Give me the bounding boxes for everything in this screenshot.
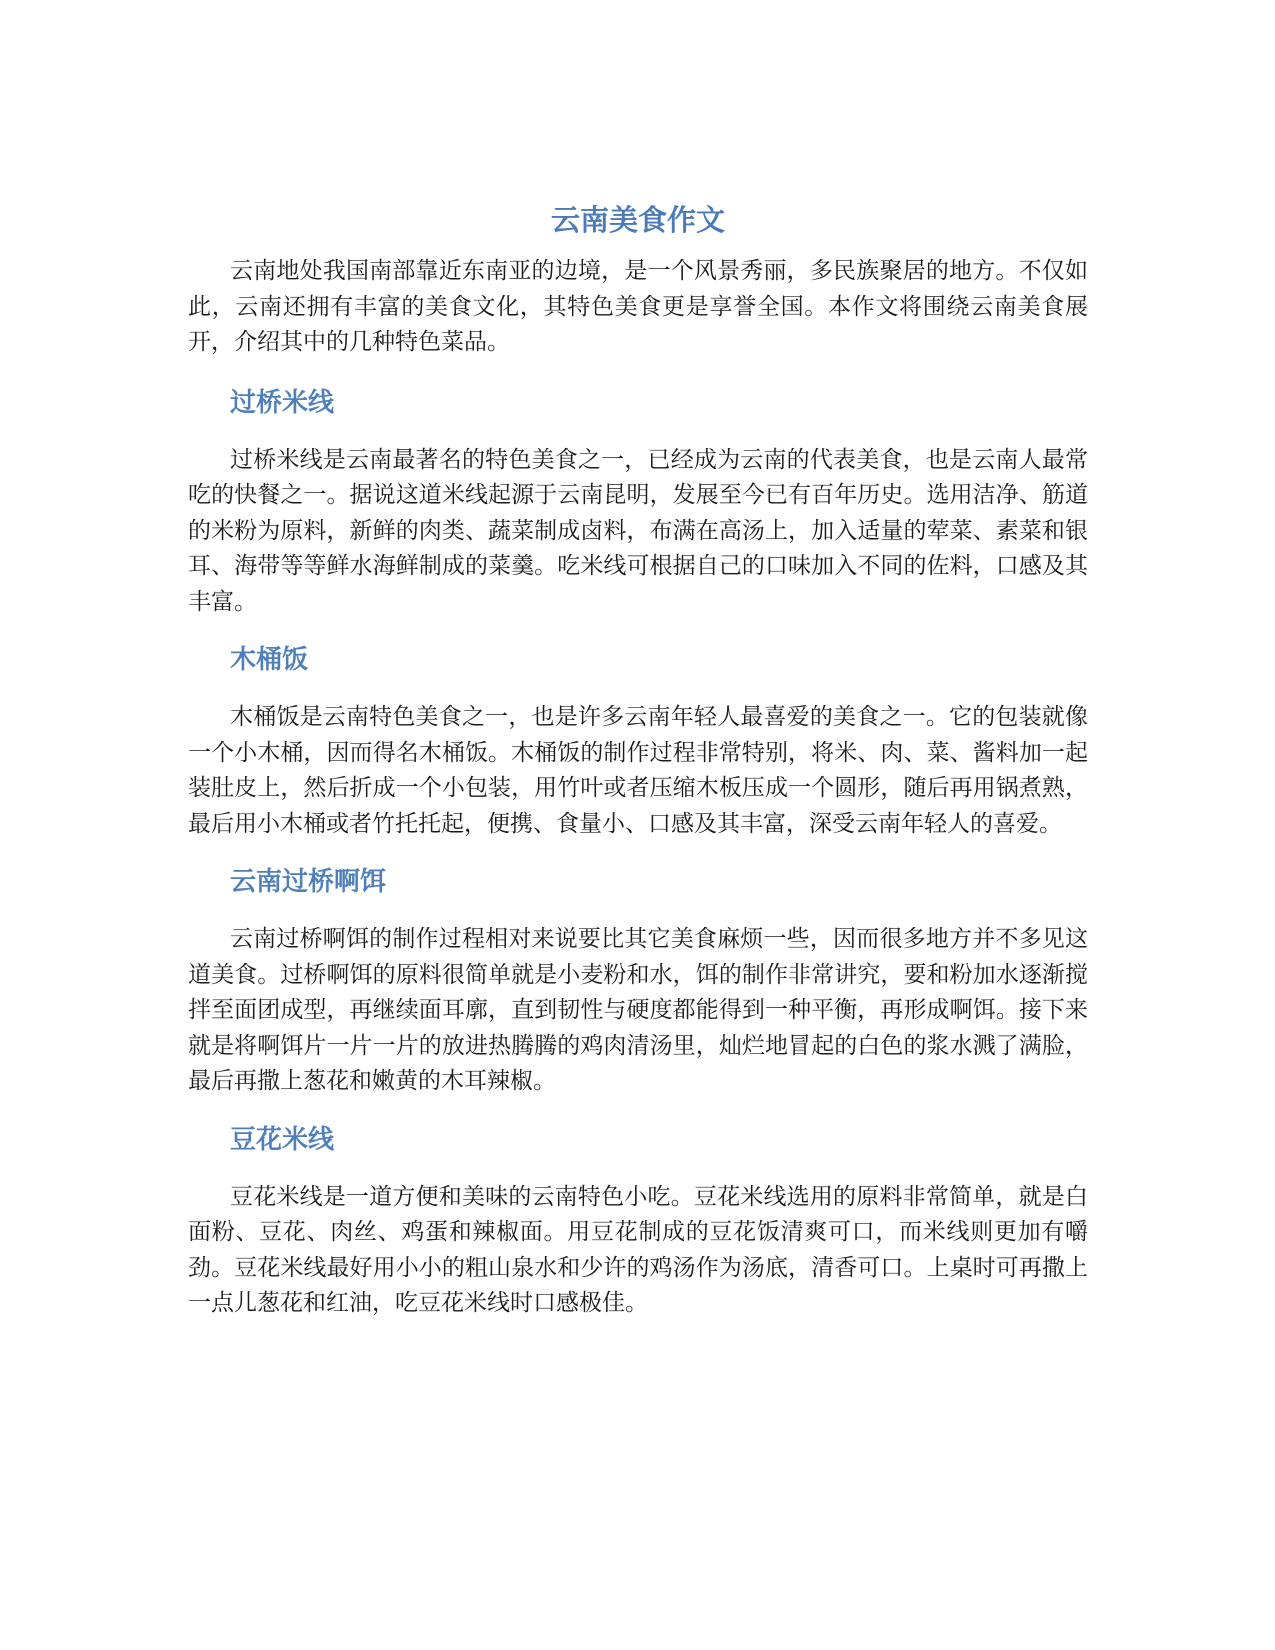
intro-paragraph: 云南地处我国南部靠近东南亚的边境，是一个风景秀丽，多民族聚居的地方。不仅如此，云南还拥有丰富的美食文化，其特色美食更是享誉全国。本作文将围绕云南美食展开，介绍其中的几种特色菜品。 [188, 258, 1088, 355]
section-heading: 豆花米线 [230, 1124, 335, 1155]
section-body: 豆花米线是一道方便和美味的云南特色小吃。豆花米线选用的原料非常简单，就是白面粉、豆花、肉丝、鸡蛋和辣椒面。用豆花制成的豆花饭清爽可口，而米线则更加有嚼劲。豆花米线最好用小小的粗山泉水和少许的鸡汤作为汤底，清香可口。上桌时可再撒上一点儿葱花和红油，吃豆花米线时口感极佳。 [188, 1183, 1088, 1316]
section-mutong-fan [188, 640, 1088, 842]
section-guoqiao-aer [188, 862, 1088, 1100]
section-guoqiao-mixian [188, 383, 1088, 621]
document-page [188, 196, 1088, 1342]
section-heading: 过桥米线 [230, 387, 335, 418]
section-douhua-mixian [188, 1120, 1088, 1322]
page-title: 云南美食作文 [550, 203, 725, 237]
section-body: 云南过桥啊饵的制作过程相对来说要比其它美食麻烦一些，因而很多地方并不多见这道美食。过桥啊饵的原料很简单就是小麦粉和水，饵的制作非常讲究，要和粉加水逐渐搅拌至面团成型，再继续面耳廓，直到韧性与硬度都能得到一种平衡，再形成啊饵。接下来就是将啊饵片一片一片的放进热腾腾的鸡肉清汤里，灿烂地冒起的白色的浆水溅了满脸，最后再撒上葱花和嫩黄的木耳辣椒。 [188, 926, 1088, 1094]
section-heading: 云南过桥啊饵 [230, 867, 387, 897]
section-heading: 木桶饭 [230, 645, 309, 675]
section-body: 过桥米线是云南最著名的特色美食之一，已经成为云南的代表美食，也是云南人最常吃的快餐之一。据说这道米线起源于云南昆明，发展至今已有百年历史。选用洁净、筋道的米粉为原料，新鲜的肉类、蔬菜制成卤料，布满在高汤上，加入适量的荤菜、素菜和银耳、海带等等鲜水海鲜制成的菜羹。吃米线可根据自己的口味加入不同的佐料，口感及其丰富。 [188, 446, 1088, 615]
section-body: 木桶饭是云南特色美食之一，也是许多云南年轻人最喜爱的美食之一。它的包装就像一个小木桶，因而得名木桶饭。木桶饭的制作过程非常特别，将米、肉、菜、酱料加一起装肚皮上，然后折成一个小包装，用竹叶或者压缩木板压成一个圆形，随后再用锅煮熟，最后用小木桶或者竹托托起，便携、食量小、口感及其丰富，深受云南年轻人的喜爱。 [188, 704, 1088, 837]
